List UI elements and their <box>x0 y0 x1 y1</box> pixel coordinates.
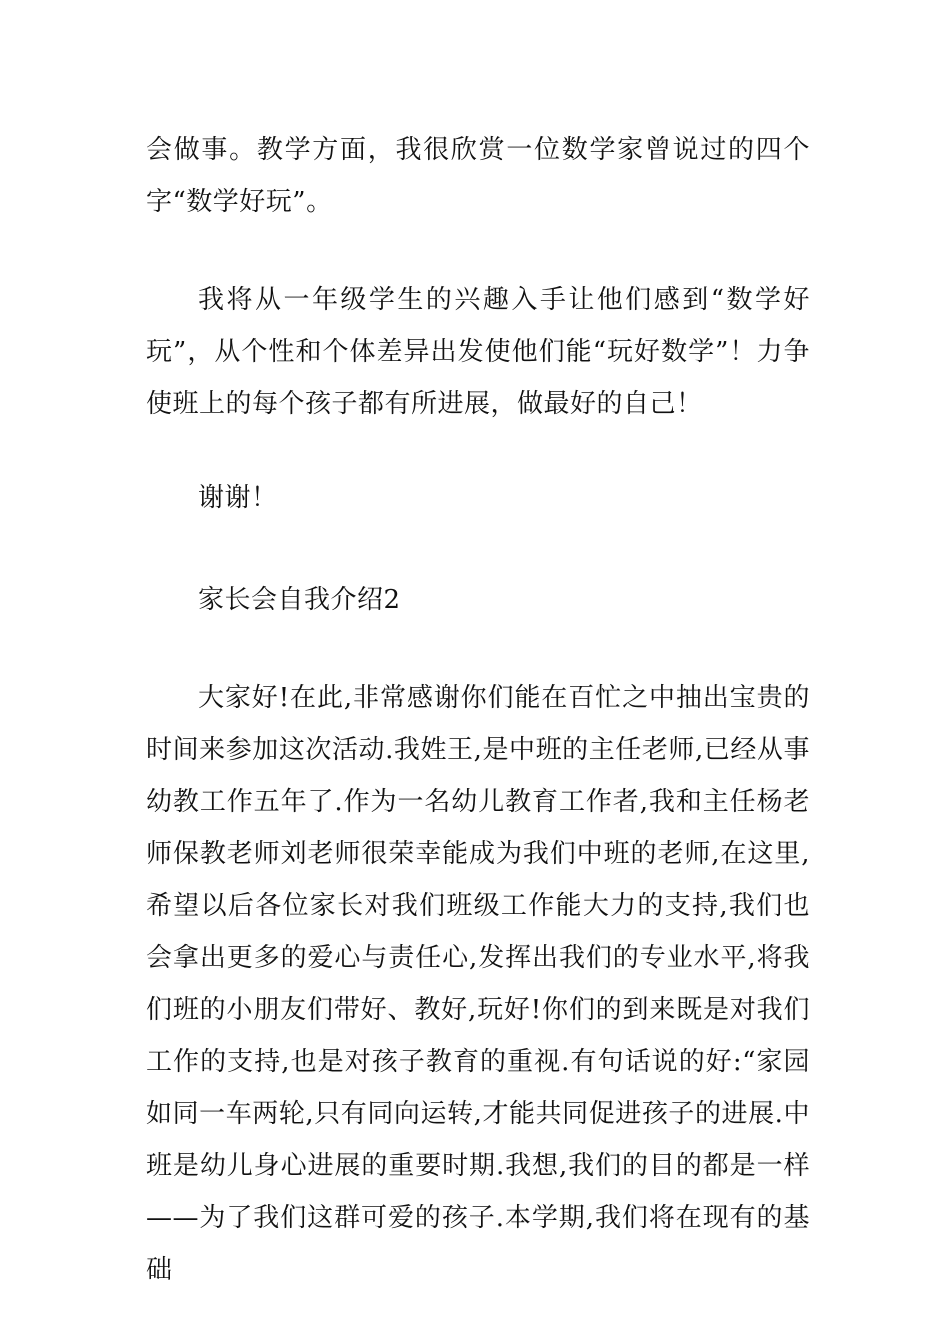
paragraph-math-fun: 我将从一年级学生的兴趣入手让他们感到“数学好玩”，从个性和个体差异出发使他们能“玩好数学”！力争使班上的每个孩子都有所进展，做最好的自己！ <box>146 285 810 419</box>
section-heading: 家长会自我介绍2 <box>198 585 401 615</box>
paragraph-introduction: 大家好!在此,非常感谢你们能在百忙之中抽出宝贵的时间来参加这次活动.我姓王,是中班的主任老师,已经从事幼教工作五年了.作为一名幼儿教育工作者,我和主任杨老师保教老师刘老师很荣幸能成为我们中班的老师,在这里,希望以后各位家长对我们班级工作能大力的支持,我们也会拿出更多的爱心与责任心,发挥出我们的专业水平,将我们班的小朋友们带好、教好,玩好!你们的到来既是对我们工作的支持,也是对孩子教育的重视.有句话说的好:“家园如同一车两轮,只有同向运转,才能共同促进孩子的进展.中班是幼儿身心进展的重要时期.我想,我们的目的都是一样——为了我们这群可爱的孩子.本学期,我们将在现有的基础 <box>146 683 810 1285</box>
paragraph-continuation: 会做事。教学方面，我很欣赏一位数学家曾说过的四个字“数学好玩”。 <box>146 135 810 217</box>
paragraph-thanks: 谢谢！ <box>198 483 278 513</box>
